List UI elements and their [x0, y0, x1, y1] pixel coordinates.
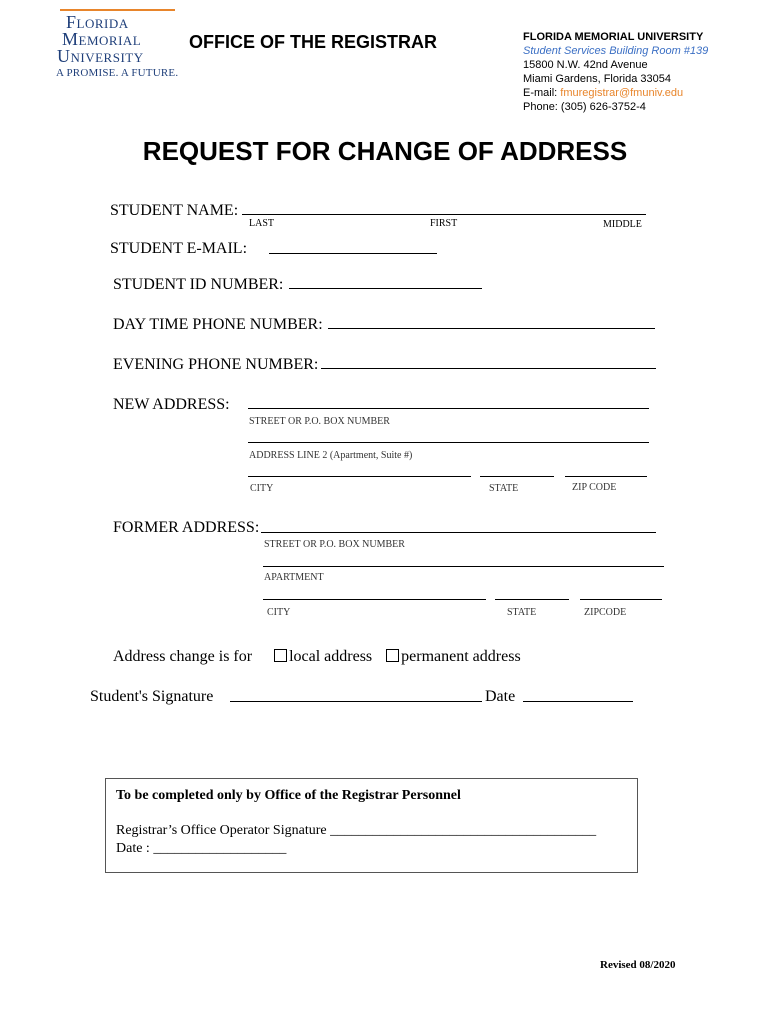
signature-field[interactable] [230, 701, 482, 702]
street-address: 15800 N.W. 42nd Avenue [523, 59, 648, 71]
former-apartment-caption: APARTMENT [264, 572, 324, 583]
permanent-address-label: permanent address [401, 648, 521, 665]
last-name-caption: LAST [249, 218, 274, 229]
date-field[interactable] [523, 701, 633, 702]
former-street-caption: STREET OR P.O. BOX NUMBER [264, 539, 405, 550]
day-phone-field[interactable] [328, 328, 655, 329]
permanent-address-checkbox[interactable] [386, 649, 399, 662]
student-email-field[interactable] [269, 253, 437, 254]
former-state-caption: STATE [507, 607, 537, 618]
email-line [523, 86, 708, 100]
office-date-line[interactable]: Date : ___________________ [116, 841, 287, 856]
former-zip-field[interactable] [580, 599, 662, 600]
office-title: OFFICE OF THE REGISTRAR [189, 32, 438, 52]
new-line2-caption: ADDRESS LINE 2 (Apartment, Suite #) [249, 450, 413, 461]
address-change-row [113, 648, 521, 666]
student-email-label: STUDENT E-MAIL: [110, 240, 248, 257]
city-state-zip: Miami Gardens, Florida 33054 [523, 73, 671, 85]
date-label: Date [485, 688, 516, 705]
new-zip-caption: ZIP CODE [572, 482, 617, 493]
new-state-caption: STATE [489, 483, 519, 494]
new-street-field[interactable] [248, 408, 649, 409]
local-address-checkbox[interactable] [274, 649, 287, 662]
logo-line-memorial: Memorial [62, 29, 142, 49]
university-contact [523, 30, 708, 114]
former-zip-caption: ZIPCODE [584, 607, 627, 618]
student-name-label: STUDENT NAME: [110, 202, 239, 219]
evening-phone-label: EVENING PHONE NUMBER: [113, 356, 319, 373]
former-apartment-field[interactable] [263, 566, 664, 567]
middle-name-caption: MIDDLE [603, 219, 642, 230]
former-address-label: FORMER ADDRESS: [113, 519, 260, 536]
former-street-field[interactable] [261, 532, 656, 533]
office-use-box [105, 778, 638, 873]
building-room: Student Services Building Room #139 [523, 45, 709, 57]
new-city-field[interactable] [248, 476, 471, 477]
first-name-caption: FIRST [430, 218, 458, 229]
logo-line-university: University [57, 46, 144, 66]
former-city-caption: CITY [267, 607, 291, 618]
phone-line: Phone: (305) 626-3752-4 [523, 101, 646, 113]
email-link[interactable]: fmuregistrar@fmuniv.edu [560, 87, 684, 99]
evening-phone-field[interactable] [321, 368, 656, 369]
former-city-field[interactable] [263, 599, 486, 600]
day-phone-label: DAY TIME PHONE NUMBER: [113, 316, 323, 333]
new-line2-field[interactable] [248, 442, 649, 443]
logo-rule-top [60, 9, 175, 11]
new-street-caption: STREET OR P.O. BOX NUMBER [249, 416, 390, 427]
student-id-label: STUDENT ID NUMBER: [113, 276, 284, 293]
new-zip-field[interactable] [565, 476, 647, 477]
new-state-field[interactable] [480, 476, 554, 477]
new-city-caption: CITY [250, 483, 274, 494]
revision-note: Revised 08/2020 [600, 959, 676, 971]
student-id-field[interactable] [289, 288, 482, 289]
university-name: FLORIDA MEMORIAL UNIVERSITY [523, 31, 704, 43]
email-label: E-mail: [523, 87, 561, 99]
address-change-label: Address change is for [113, 648, 253, 665]
former-state-field[interactable] [495, 599, 569, 600]
logo-tagline: A PROMISE. A FUTURE. [56, 67, 179, 79]
page-title: REQUEST FOR CHANGE OF ADDRESS [142, 136, 628, 166]
signature-label: Student's Signature [90, 688, 214, 705]
office-use-header: To be completed only by Office of the Registrar Personnel [116, 788, 461, 803]
new-address-label: NEW ADDRESS: [113, 396, 230, 413]
logo-line-florida: Florida [66, 12, 129, 32]
local-address-label: local address [289, 648, 373, 665]
student-name-field[interactable] [242, 214, 646, 215]
operator-signature-line[interactable]: Registrar’s Office Operator Signature ______________________________________ [116, 823, 597, 838]
